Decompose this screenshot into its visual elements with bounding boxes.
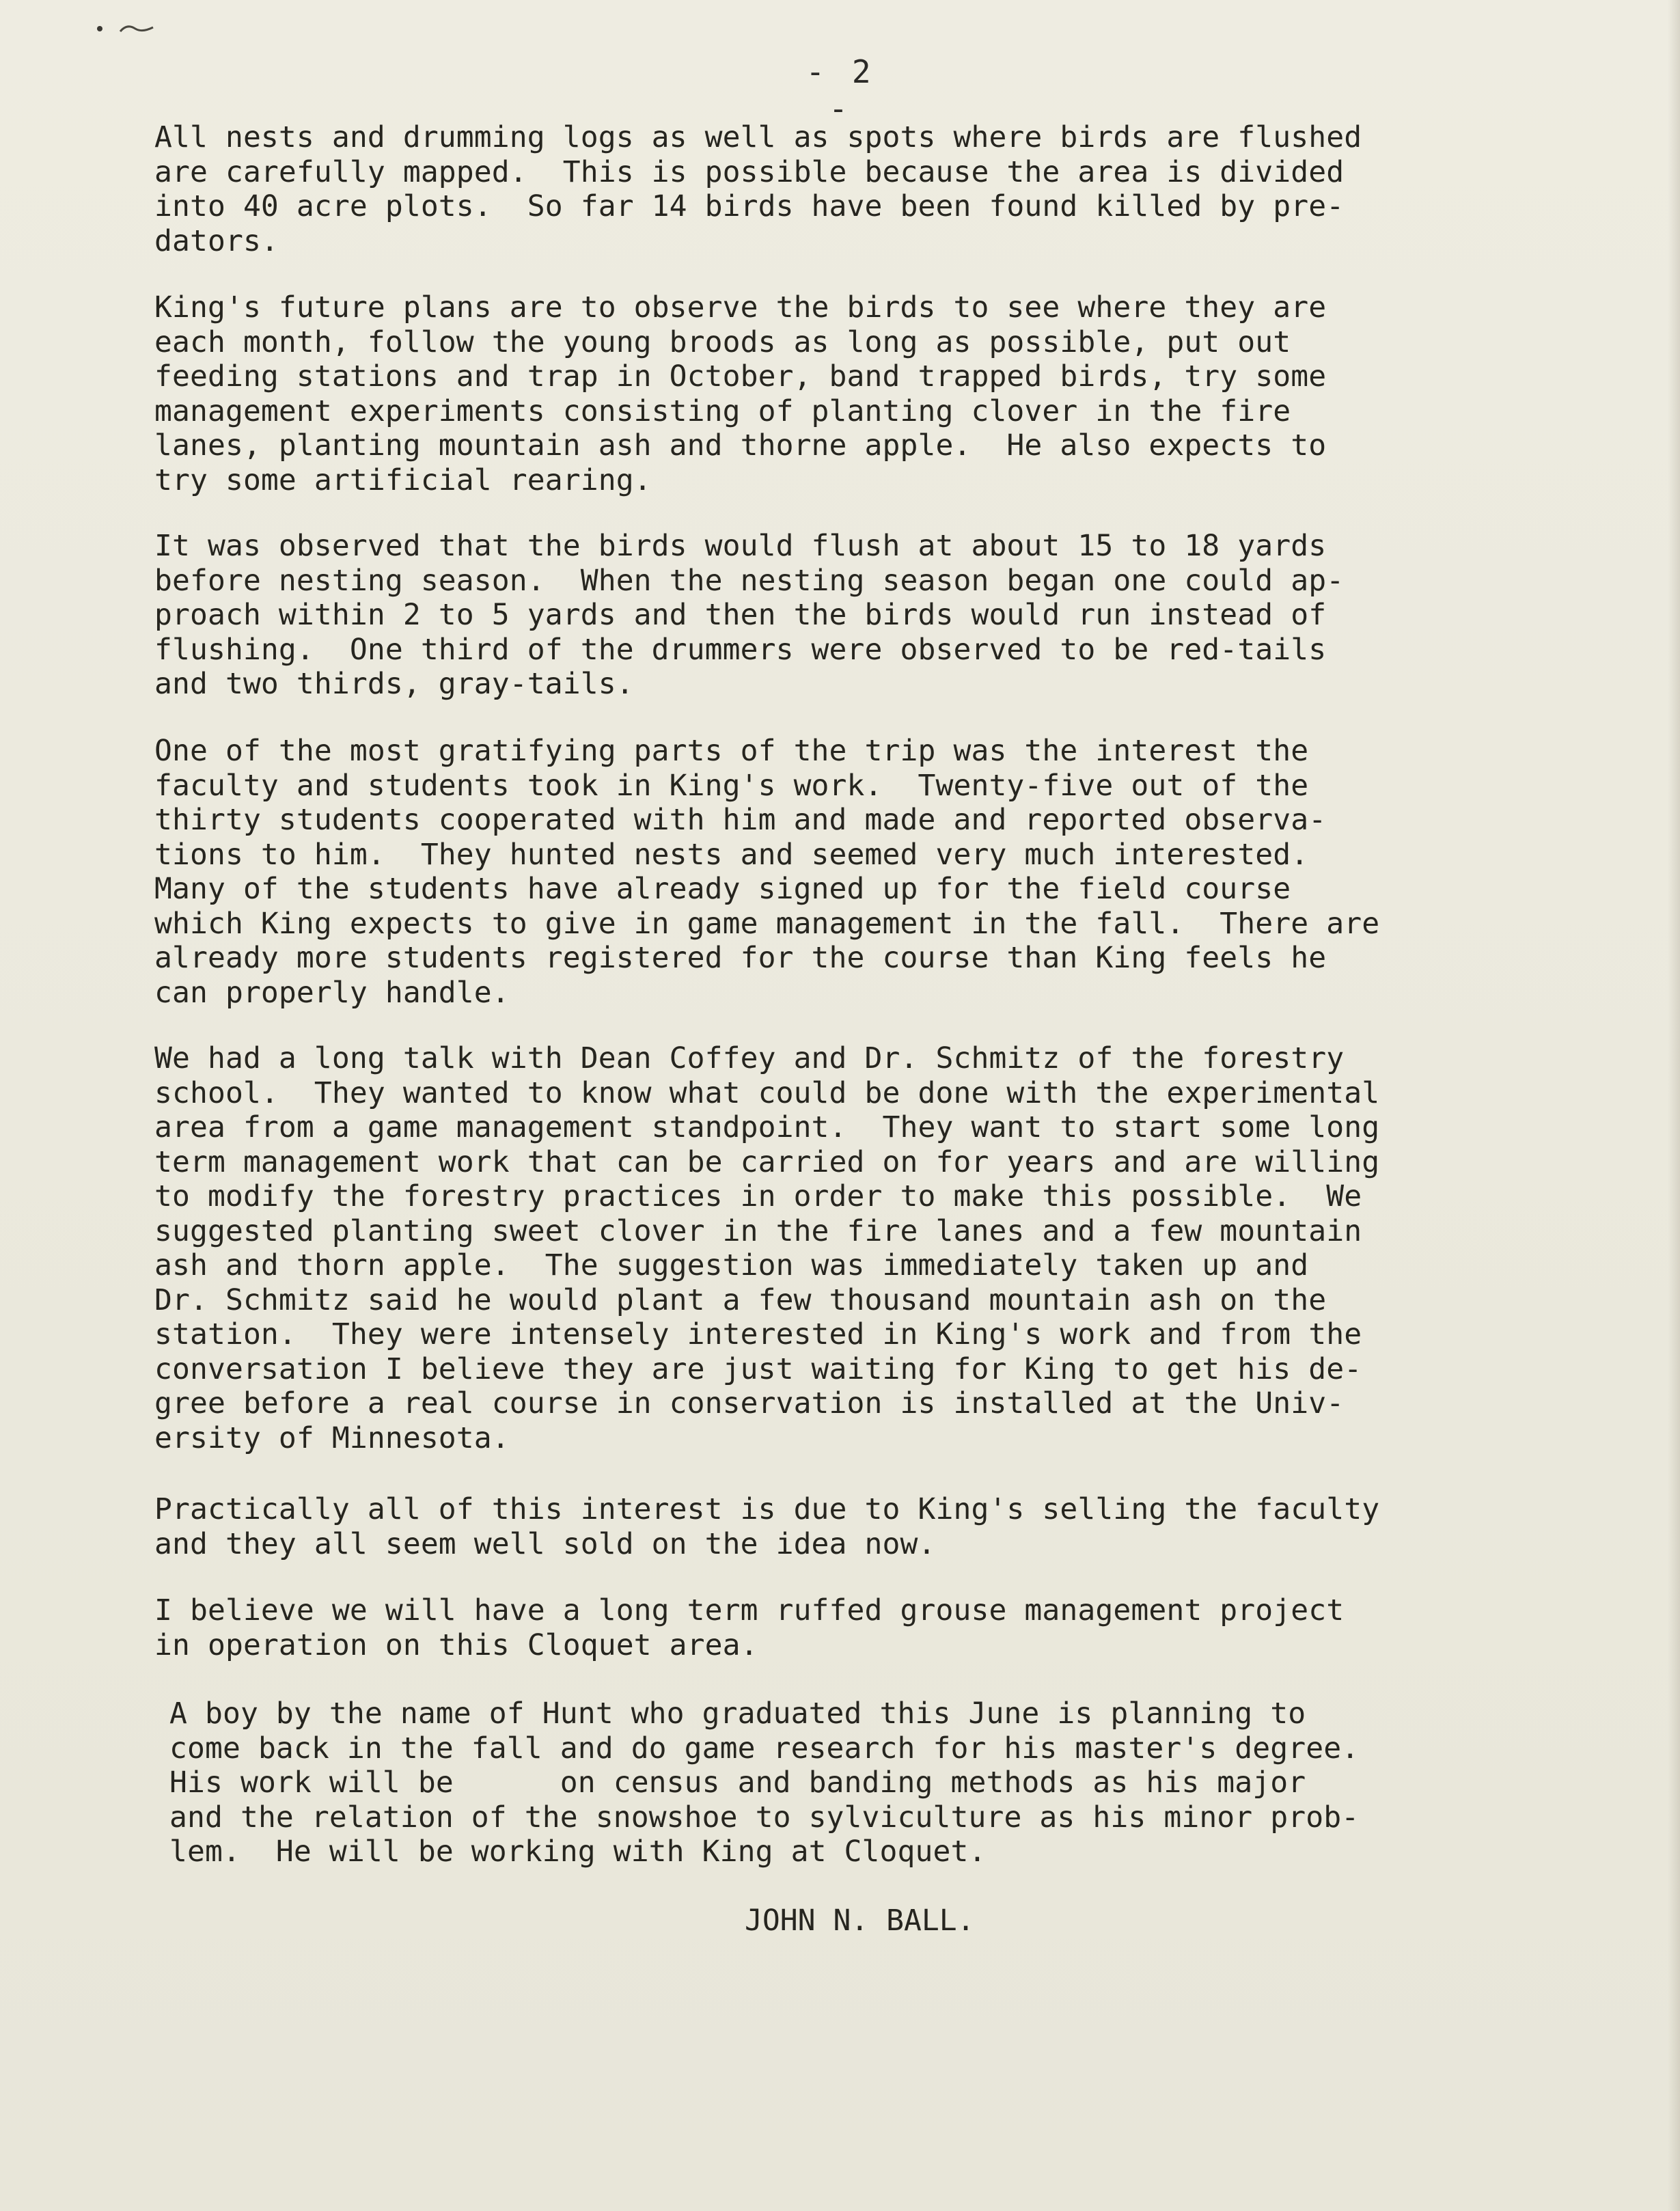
typed-line: management experiments consisting of planting clover in the fire [154, 394, 1291, 428]
typed-line: into 40 acre plots. So far 14 birds have been found killed by pre- [154, 189, 1345, 223]
typed-line: and the relation of the snowshoe to sylviculture as his minor prob- [169, 1800, 1360, 1835]
typed-line: His work will be on census and banding methods as his major [169, 1766, 1306, 1800]
page-number: - 2 - [805, 53, 875, 127]
typed-line: gree before a real course in conservation is installed at the Univ- [154, 1386, 1345, 1420]
signature-name: JOHN N. BALL. [745, 1904, 975, 1938]
typed-line: to modify the forestry practices in order to make this possible. We [154, 1179, 1362, 1213]
paragraph-kings-selling [154, 1492, 1379, 1561]
typed-line: come back in the fall and do game research for his master's degree. [169, 1731, 1360, 1766]
typed-line: ash and thorn apple. The suggestion was immediately taken up and [154, 1248, 1309, 1282]
typed-line: term management work that can be carried on for years and are willing [154, 1144, 1380, 1179]
typed-line: faculty and students took in King's work. Twenty-five out of the [154, 768, 1309, 803]
typed-line: lem. He will be working with King at Cloquet. [169, 1835, 987, 1869]
typed-line: already more students registered for the course than King feels he [154, 941, 1327, 975]
paragraph-future-plans [154, 290, 1326, 497]
paragraph-dean-coffey-talk [154, 1041, 1379, 1455]
typed-line: A boy by the name of Hunt who graduated this June is planning to [169, 1697, 1306, 1731]
typed-line: tions to him. They hunted nests and seemed very much interested. [154, 837, 1309, 872]
typed-line: each month, follow the young broods as long as possible, put out [154, 325, 1291, 359]
typed-line: and they all seem well sold on the idea now. [154, 1526, 936, 1561]
typed-line: All nests and drumming logs as well as spots where birds are flushed [154, 120, 1362, 154]
typed-line: station. They were intensely interested in King's work and from the [154, 1317, 1362, 1351]
corner-pencil-mark [93, 15, 168, 42]
typed-line: and two thirds, gray-tails. [154, 667, 634, 701]
paragraph-faculty-interest [154, 734, 1379, 1010]
typed-line: try some artificial rearing. [154, 463, 652, 497]
typed-line: Many of the students have already signed up for the field course [154, 872, 1291, 906]
typed-line: Dr. Schmitz said he would plant a few thousand mountain ash on the [154, 1282, 1327, 1317]
paragraph-grouse-project [154, 1593, 1344, 1662]
paragraph-hunt-student [169, 1697, 1359, 1869]
typed-line: lanes, planting mountain ash and thorne apple. He also expects to [154, 428, 1327, 463]
typed-line: conversation I believe they are just waiting for King to get his de- [154, 1351, 1362, 1386]
paragraph-nest-mapping [154, 120, 1362, 258]
typed-line: can properly handle. [154, 975, 510, 1010]
typed-line: I believe we will have a long term ruffed grouse management project [154, 1593, 1345, 1628]
typed-line: flushing. One third of the drummers were observed to be red-tails [154, 632, 1327, 667]
paragraph-flush-observations [154, 529, 1344, 702]
typed-line: before nesting season. When the nesting season began one could ap- [154, 563, 1345, 598]
typed-line: suggested planting sweet clover in the fire lanes and a few mountain [154, 1213, 1362, 1248]
typed-line: proach within 2 to 5 yards and then the birds would run instead of [154, 598, 1327, 632]
typed-line: are carefully mapped. This is possible because the area is divided [154, 154, 1345, 189]
typed-line: area from a game management standpoint. They want to start some long [154, 1110, 1380, 1144]
typed-line: which King expects to give in game management in the fall. There are [154, 906, 1380, 941]
typed-line: We had a long talk with Dean Coffey and Dr. Schmitz of the forestry [154, 1041, 1345, 1075]
typed-line: thirty students cooperated with him and made and reported observa- [154, 803, 1327, 837]
typed-line: feeding stations and trap in October, band trapped birds, try some [154, 359, 1327, 394]
typed-line: One of the most gratifying parts of the trip was the interest the [154, 734, 1309, 768]
typed-line: ersity of Minnesota. [154, 1420, 510, 1455]
typed-line: school. They wanted to know what could be done with the experimental [154, 1075, 1380, 1110]
typed-line: Practically all of this interest is due to King's selling the faculty [154, 1492, 1380, 1526]
typed-line: in operation on this Cloquet area. [154, 1628, 758, 1662]
typed-line: dators. [154, 223, 279, 258]
typed-line: King's future plans are to observe the birds to see where they are [154, 290, 1327, 325]
typed-line: It was observed that the birds would flush at about 15 to 18 yards [154, 529, 1327, 563]
page-edge-shadow [1668, 0, 1680, 2211]
